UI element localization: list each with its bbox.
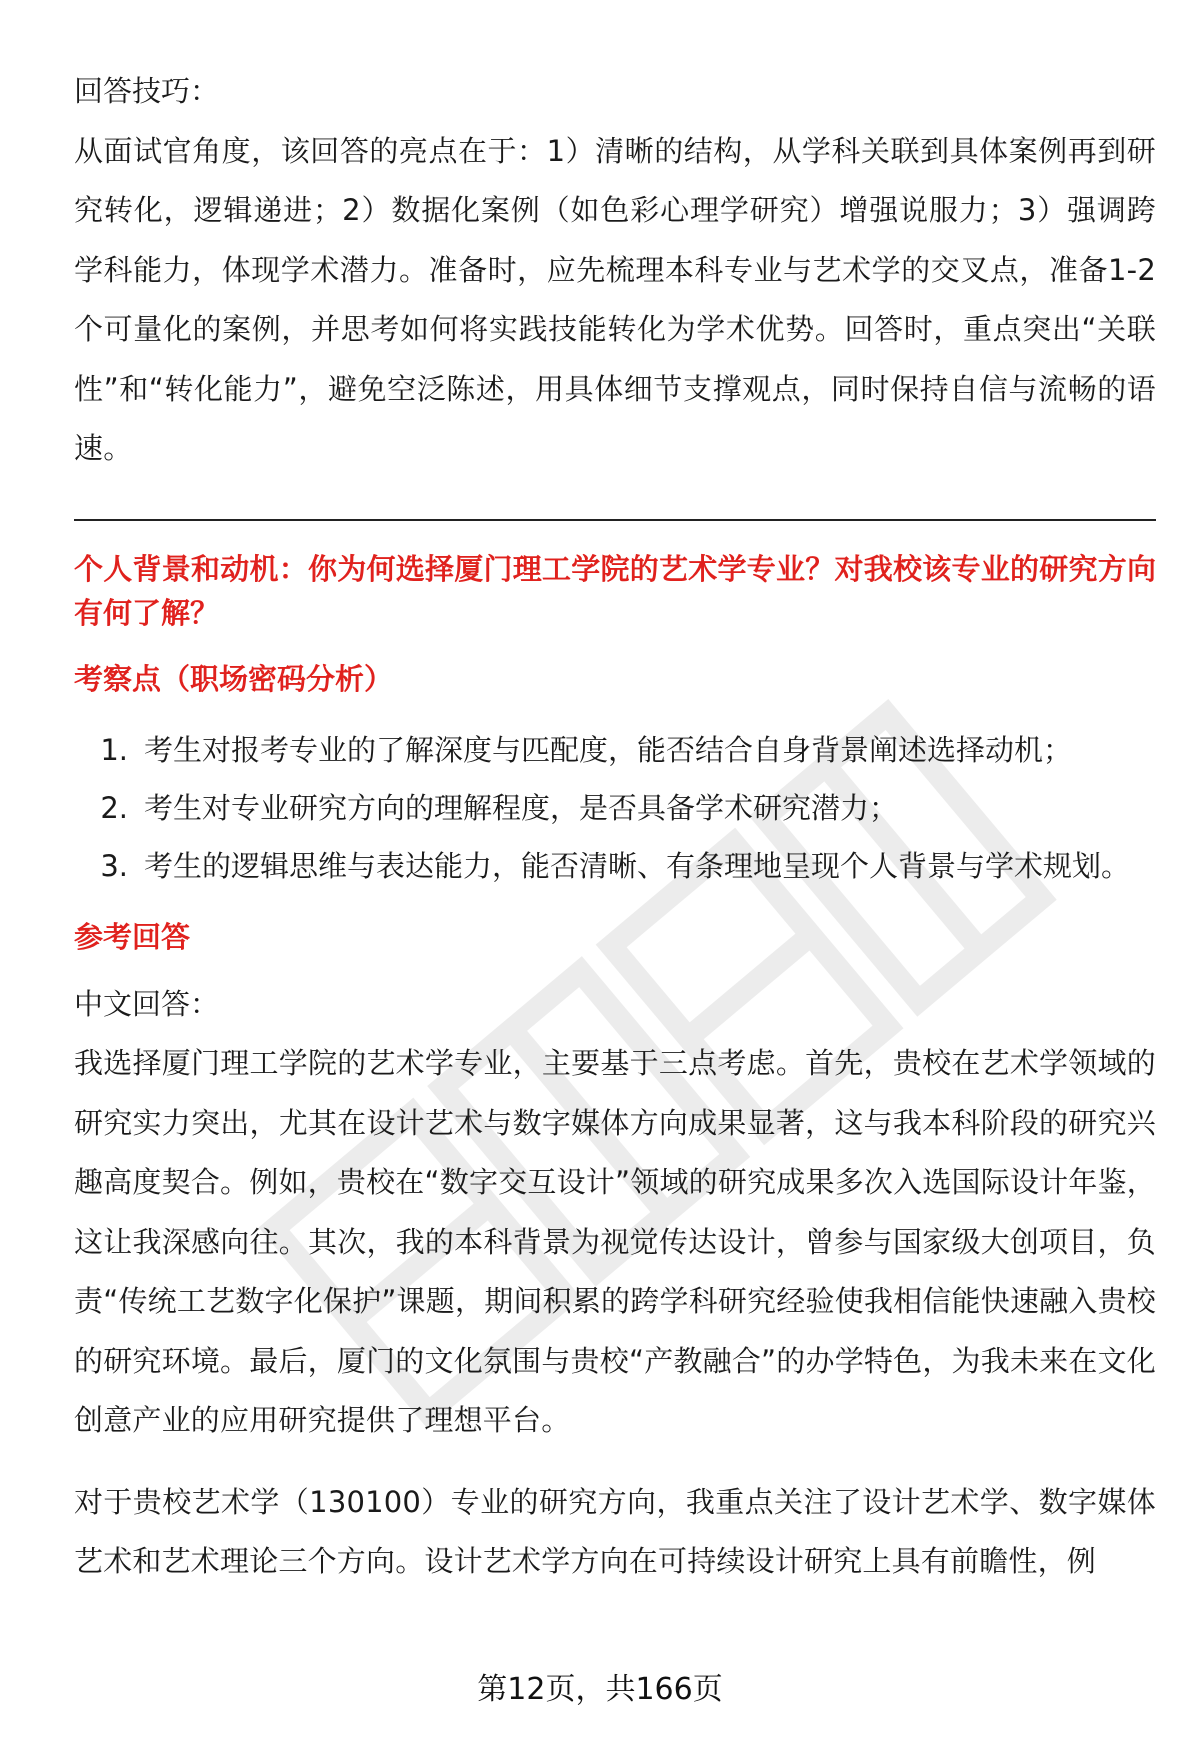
list-item [74,837,1156,895]
reference-answer-title: 参考回答 [74,919,191,954]
answer-paragraph-1: 我选择厦门理工学院的艺术学专业，主要基于三点考虑。首先，贵校在艺术学领域的研究实力突出，尤其在设计艺术与数字媒体方向成果显著，这与我本科阶段的研究兴趣高度契合。例如，贵校在“数字交互设计”领域的研究成果多次入选国际设计年鉴，这让我深感向往。其次，我的本科背景为视觉传达设计，曾参与国家级大创项目，负责“传统工艺数字化保护”课题，期间积累的跨学科研究经验使我相信能快速融入贵校的研究环境。最后，厦门的文化氛围与贵校“产教融合”的办学特色，为我未来在文化创意产业的应用研究提供了理想平台。 [74,1046,1156,1437]
section-divider [74,519,1156,521]
answer-paragraph-2: 对于贵校艺术学（130100）专业的研究方向，我重点关注了设计艺术学、数字媒体艺术和艺术理论三个方向。设计艺术学方向在可持续设计研究上具有前瞻性，例 [74,1484,1156,1578]
chinese-answer-label: 中文回答： [74,986,220,1021]
list-item-text: 考生的逻辑思维与表达能力，能否清晰、有条理地呈现个人背景与学术规划。 [144,848,1131,883]
list-item-number: 2. [100,790,128,825]
exam-points-title: 考察点（职场密码分析） [74,661,394,696]
list-item-number: 3. [100,848,128,883]
question-heading: 个人背景和动机：你为何选择厦门理工学院的艺术学专业？对我校该专业的研究方向有何了解？ [74,551,1156,630]
list-item-number: 1. [100,732,128,767]
list-item [74,721,1156,779]
page-number-footer: 第12页，共166页 [477,1672,723,1707]
tips-paragraph: 从面试官角度，该回答的亮点在于：1）清晰的结构，从学科关联到具体案例再到研究转化，逻辑递进；2）数据化案例（如色彩心理学研究）增强说服力；3）强调跨学科能力，体现学术潜力。准备时，应先梳理本科专业与艺术学的交叉点，准备1-2个可量化的案例，并思考如何将实践技能转化为学术优势。回答时，重点突出“关联性”和“转化能力”，避免空泛陈述，用具体细节支撑观点，同时保持自信与流畅的语速。 [74,133,1156,465]
tips-label: 回答技巧： [74,74,220,108]
list-item-text: 考生对报考专业的了解深度与匹配度，能否结合自身背景阐述选择动机； [144,732,1073,767]
list-item [74,779,1156,837]
document-page [74,62,1156,1592]
list-item-text: 考生对专业研究方向的理解程度，是否具备学术研究潜力； [144,790,899,825]
exam-points-list [74,721,1156,895]
